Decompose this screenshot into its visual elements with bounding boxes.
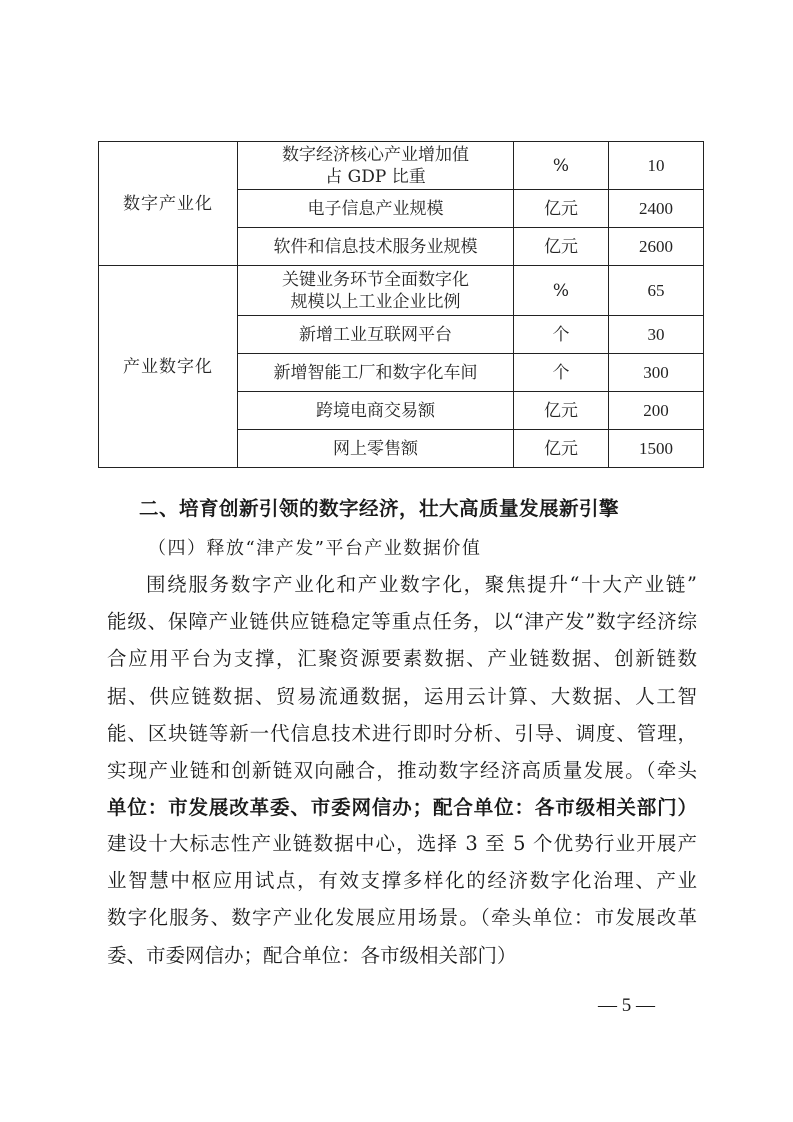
value-cell: 300 bbox=[609, 354, 704, 392]
value-cell: 65 bbox=[609, 266, 704, 316]
unit-cell: % bbox=[514, 142, 609, 190]
indicator-table-body bbox=[99, 142, 704, 468]
category-cell: 产业数字化 bbox=[99, 266, 238, 468]
paragraph-line: 据、供应链数据、贸易流通数据，运用云计算、大数据、人工智 bbox=[107, 684, 697, 708]
indicator-cell bbox=[238, 392, 514, 430]
paragraph-line: 数字化服务、数字产业化发展应用场景。（牵头单位：市发展改革 bbox=[107, 906, 697, 930]
value-cell: 200 bbox=[609, 392, 704, 430]
indicator-text: 新增工业互联网平台 bbox=[299, 324, 452, 345]
unit-cell: 亿元 bbox=[514, 190, 609, 228]
table-row bbox=[99, 266, 704, 316]
paragraph-line: 业智慧中枢应用试点，有效支撑多样化的经济数字化治理、产业 bbox=[107, 869, 697, 893]
indicator-cell bbox=[238, 354, 514, 392]
category-cell: 数字产业化 bbox=[99, 142, 238, 266]
indicator-cell bbox=[238, 430, 514, 468]
indicator-text: 跨境电商交易额 bbox=[316, 400, 435, 421]
unit-cell: 个 bbox=[514, 354, 609, 392]
unit-cell: 亿元 bbox=[514, 430, 609, 468]
value-cell: 30 bbox=[609, 316, 704, 354]
responsible-units-note: 单位：市发展改革委、市委网信办；配合单位：各市级相关部门） bbox=[107, 796, 697, 820]
paragraph-platform-data bbox=[107, 566, 697, 826]
indicator-cell bbox=[238, 190, 514, 228]
indicator-text: 软件和信息技术服务业规模 bbox=[273, 236, 478, 257]
paragraph-line: 能、区块链等新一代信息技术进行即时分析、引导、调度、管理， bbox=[107, 721, 697, 745]
paragraph-line: 建设十大标志性产业链数据中心，选择 3 至 5 个优势行业开展产 bbox=[107, 832, 697, 855]
paragraph-line: 围绕服务数字产业化和产业数字化，聚焦提升“十大产业链” bbox=[146, 573, 697, 596]
section-heading: 二、培育创新引领的数字经济，壮大高质量发展新引擎 bbox=[139, 497, 620, 520]
indicator-text: 电子信息产业规模 bbox=[307, 198, 444, 219]
paragraph-industry-chain-center bbox=[107, 825, 697, 974]
unit-cell: 个 bbox=[514, 316, 609, 354]
value-cell: 1500 bbox=[609, 430, 704, 468]
indicator-cell bbox=[238, 228, 514, 266]
subsection-heading: （四）释放“津产发”平台产业数据价值 bbox=[148, 538, 482, 559]
indicator-cell bbox=[238, 316, 514, 354]
page-number: — 5 — bbox=[598, 995, 655, 1016]
indicator-text: 规模以上工业企业比例 bbox=[290, 291, 461, 312]
paragraph-line: 实现产业链和创新链双向融合，推动数字经济高质量发展。（牵头 bbox=[107, 759, 697, 783]
indicator-text: 数字经济核心产业增加值 bbox=[282, 144, 469, 165]
indicator-table bbox=[98, 141, 704, 468]
indicator-text: 占 GDP 比重 bbox=[325, 166, 426, 187]
indicator-text: 新增智能工厂和数字化车间 bbox=[273, 362, 478, 383]
value-cell: 2400 bbox=[609, 190, 704, 228]
value-cell: 10 bbox=[609, 142, 704, 190]
unit-cell: % bbox=[514, 266, 609, 316]
value-cell: 2600 bbox=[609, 228, 704, 266]
indicator-text: 网上零售额 bbox=[333, 438, 418, 459]
paragraph-line: 能级、保障产业链供应链稳定等重点任务，以“津产发”数字经济综 bbox=[107, 610, 697, 634]
table-row bbox=[99, 142, 704, 190]
unit-cell: 亿元 bbox=[514, 392, 609, 430]
indicator-text: 关键业务环节全面数字化 bbox=[282, 269, 469, 290]
paragraph-line: 委、市委网信办；配合单位：各市级相关部门） bbox=[107, 943, 517, 967]
paragraph-line: 合应用平台为支撑，汇聚资源要素数据、产业链数据、创新链数 bbox=[107, 647, 697, 671]
unit-cell: 亿元 bbox=[514, 228, 609, 266]
indicator-cell bbox=[238, 266, 514, 316]
indicator-cell bbox=[238, 142, 514, 190]
